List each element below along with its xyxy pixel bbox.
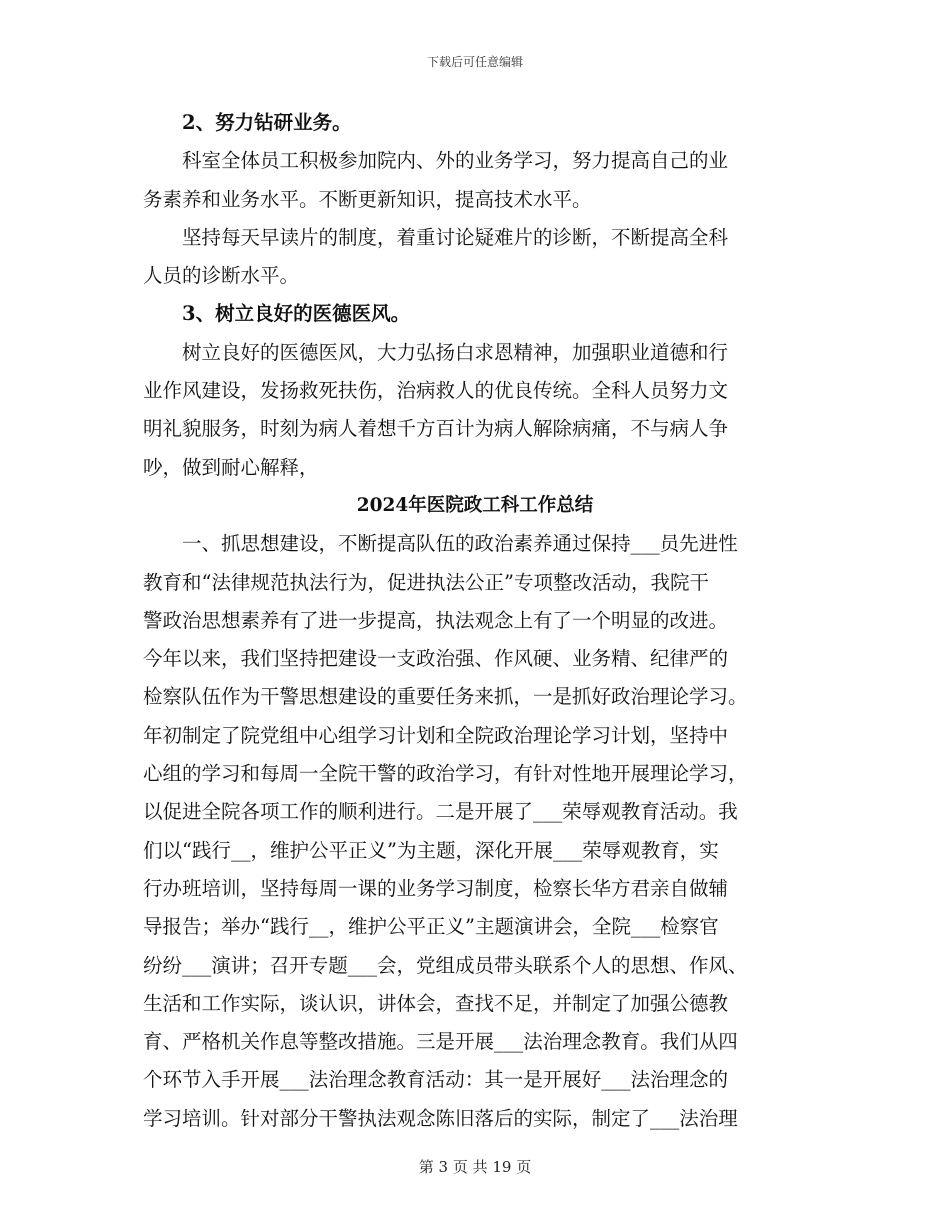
text-line: 学习培训。针对部分干警执法观念陈旧落后的实际，制定了___法治理 xyxy=(143,1106,738,1130)
text-line: 生活和工作实际，谈认识，讲体会，查找不足，并制定了加强公德教 xyxy=(143,991,729,1015)
text-line: 行办班培训，坚持每周一课的业务学习制度，检察长华方君亲自做辅 xyxy=(143,876,729,900)
text-line: 年初制定了院党组中心组学习计划和全院政治理论学习计划，坚持中 xyxy=(143,723,729,747)
text-line: 一、抓思想建设，不断提高队伍的政治素养通过保持___员先进性 xyxy=(143,532,738,556)
document-title: 2024年医院政工科工作总结 xyxy=(356,494,594,516)
text-line: 教育和“法律规范执法行为，促进执法公正”专项整改活动，我院干 xyxy=(143,570,709,594)
text-line: 吵，做到耐心解释， xyxy=(143,455,319,479)
text-line: 育、严格机关作息等整改措施。三是开展___法治理念教育。我们从四 xyxy=(143,1030,738,1054)
text-line: 导报告；举办“践行__，维护公平正义”主题演讲会，全院___检察官 xyxy=(143,915,719,939)
text-line: 检察队伍作为干警思想建设的重要任务来抓，一是抓好政治理论学习。 xyxy=(143,685,748,709)
text-line: 坚持每天早读片的制度，着重讨论疑难片的诊断，不断提高全科 xyxy=(143,225,729,249)
section-heading: 3、树立良好的医德医风。 xyxy=(143,302,411,326)
text-line: 业作风建设，发扬救死扶伤，治病救人的优良传统。全科人员努力文 xyxy=(143,379,729,403)
page-header-note: 下载后可任意编辑 xyxy=(426,55,523,69)
text-line: 以促进全院各项工作的顺利进行。二是开展了___荣辱观教育活动。我 xyxy=(143,800,738,824)
text-line: 今年以来，我们坚持把建设一支政治强、作风硬、业务精、纪律严的 xyxy=(143,647,729,671)
page-number-footer: 第 3 页 共 19 页 xyxy=(418,1158,532,1176)
text-line: 明礼貌服务，时刻为病人着想千方百计为病人解除病痛，不与病人争 xyxy=(143,417,729,441)
section-heading: 2、努力钻研业务。 xyxy=(143,111,352,134)
text-line: 个环节入手开展___法治理念教育活动：其一是开展好___法治理念的 xyxy=(143,1068,729,1092)
text-line: 人员的诊断水平。 xyxy=(143,264,300,288)
text-line: 科室全体员工积极参加院内、外的业务学习，努力提高自己的业 xyxy=(143,149,729,173)
text-line: 务素养和业务水平。不断更新知识，提高技术水平。 xyxy=(143,187,592,211)
text-line: 纷纷___演讲；召开专题___会，党组成员带头联系个人的思想、作风、 xyxy=(143,953,748,977)
text-line: 树立良好的医德医风，大力弘扬白求恩精神，加强职业道德和行 xyxy=(143,340,729,364)
text-line: 们以“践行__，维护公平正义”为主题，深化开展___荣辱观教育，实 xyxy=(143,838,719,862)
text-line: 心组的学习和每周一全院干警的政治学习，有针对性地开展理论学习， xyxy=(143,762,748,786)
text-line: 警政治思想素养有了进一步提高，执法观念上有了一个明显的改进。 xyxy=(143,608,729,632)
document-body xyxy=(143,104,807,1138)
